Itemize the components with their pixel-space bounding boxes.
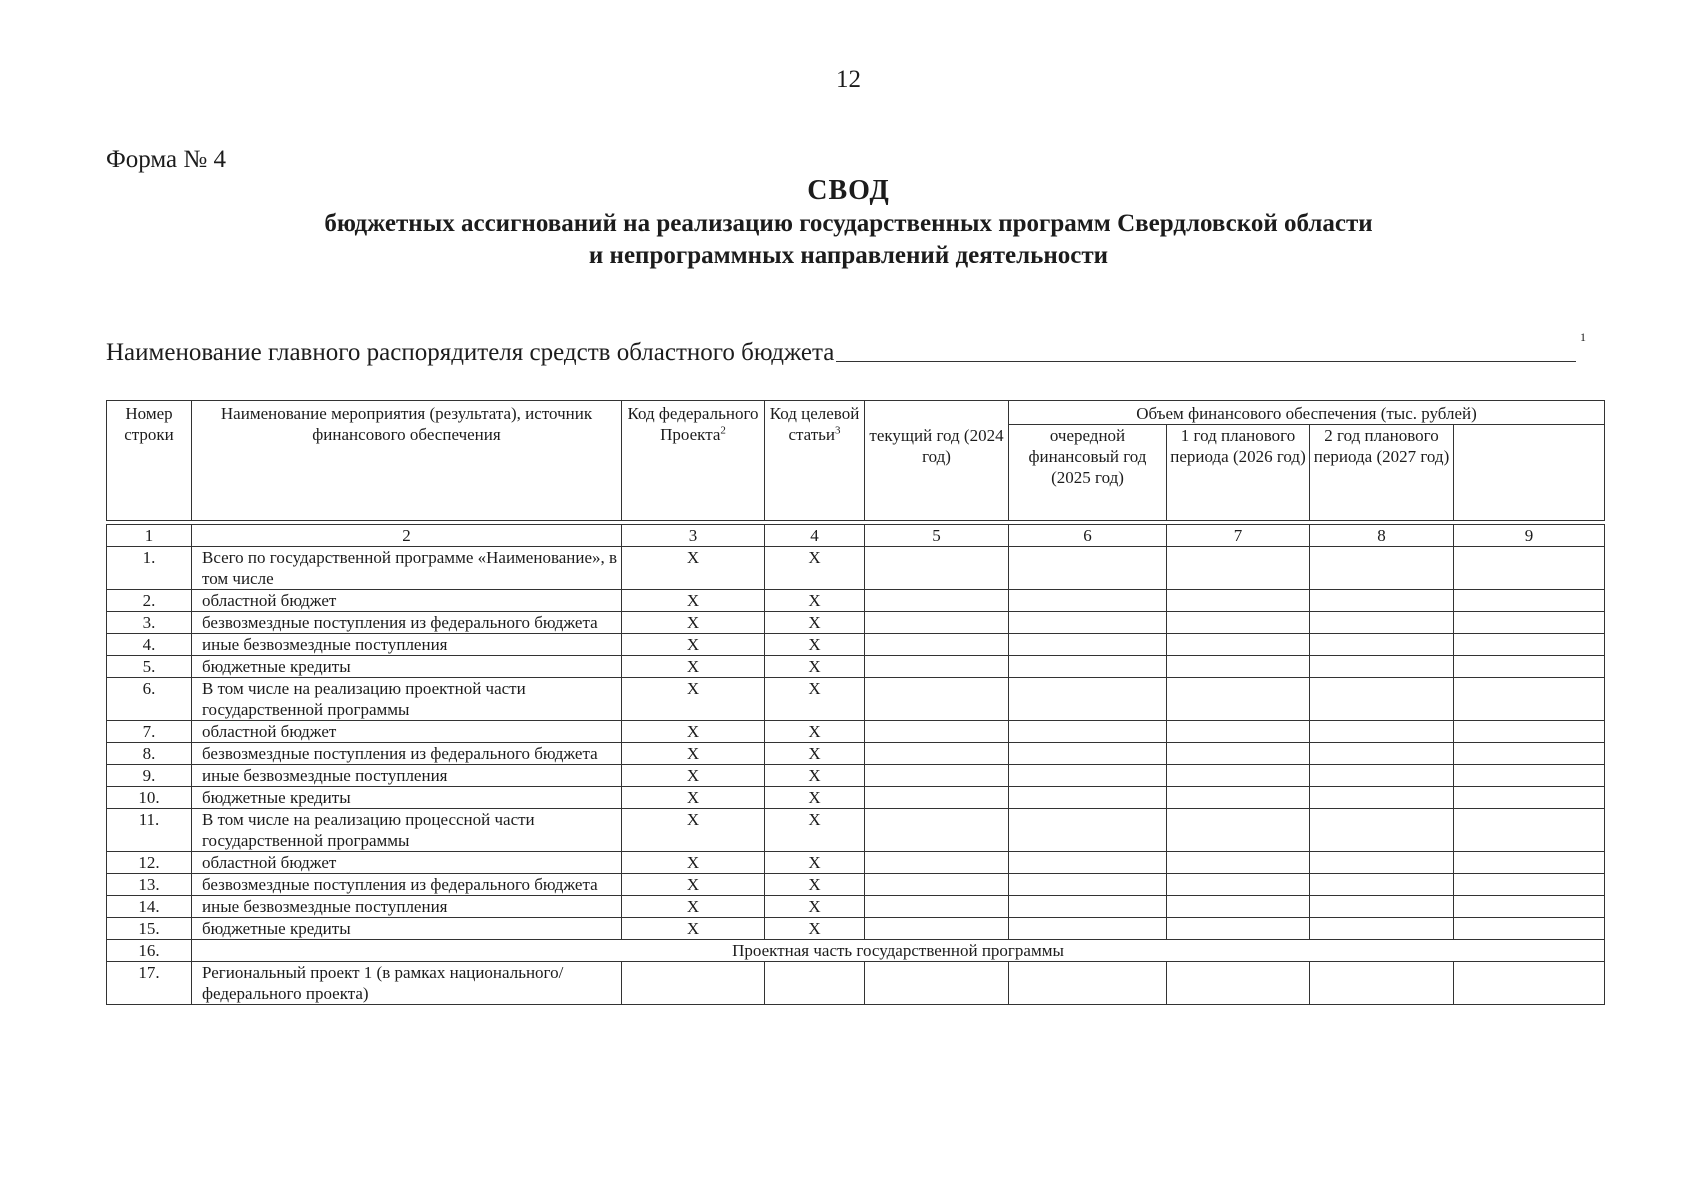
row-name-cell: безвозмездные поступления из федерального бюджета bbox=[192, 612, 622, 634]
value-cell bbox=[865, 721, 1009, 743]
table-row bbox=[107, 765, 1605, 787]
table-row bbox=[107, 809, 1605, 852]
budget-table bbox=[106, 400, 1605, 1005]
value-cell bbox=[1009, 852, 1167, 874]
federal-code-cell: X bbox=[622, 765, 765, 787]
value-cell bbox=[1454, 612, 1605, 634]
row-name-cell: бюджетные кредиты bbox=[192, 787, 622, 809]
target-code-cell: X bbox=[765, 678, 865, 721]
table-row bbox=[107, 787, 1605, 809]
row-name-cell: иные безвозмездные поступления bbox=[192, 896, 622, 918]
value-cell bbox=[1454, 787, 1605, 809]
column-number: 3 bbox=[622, 525, 765, 547]
table-row bbox=[107, 721, 1605, 743]
value-cell bbox=[1310, 918, 1454, 940]
federal-code-cell: X bbox=[622, 656, 765, 678]
header-plan-year-1: 1 год планового периода (2026 год) bbox=[1167, 425, 1310, 521]
table-row bbox=[107, 918, 1605, 940]
value-cell bbox=[1009, 809, 1167, 852]
target-code-cell: X bbox=[765, 918, 865, 940]
value-cell bbox=[1310, 787, 1454, 809]
federal-code-cell: X bbox=[622, 852, 765, 874]
value-cell bbox=[1454, 874, 1605, 896]
value-cell bbox=[1009, 612, 1167, 634]
value-cell bbox=[1454, 678, 1605, 721]
row-name-cell: безвозмездные поступления из федерального бюджета bbox=[192, 874, 622, 896]
target-code-cell: X bbox=[765, 787, 865, 809]
value-cell bbox=[865, 918, 1009, 940]
table-row bbox=[107, 547, 1605, 590]
column-number: 2 bbox=[192, 525, 622, 547]
value-cell bbox=[1009, 656, 1167, 678]
value-cell bbox=[1454, 547, 1605, 590]
row-number-cell: 8. bbox=[107, 743, 192, 765]
value-cell bbox=[1167, 678, 1310, 721]
table-row bbox=[107, 656, 1605, 678]
value-cell bbox=[1009, 874, 1167, 896]
row-number-cell: 2. bbox=[107, 590, 192, 612]
value-cell bbox=[1167, 721, 1310, 743]
value-cell bbox=[865, 678, 1009, 721]
form-label: Форма № 4 bbox=[106, 146, 226, 173]
federal-code-cell: X bbox=[622, 918, 765, 940]
row-number-cell: 15. bbox=[107, 918, 192, 940]
row-name-cell: областной бюджет bbox=[192, 721, 622, 743]
value-cell bbox=[1009, 590, 1167, 612]
row-number-cell: 13. bbox=[107, 874, 192, 896]
row-number-cell: 5. bbox=[107, 656, 192, 678]
table-header bbox=[107, 401, 1605, 521]
value-cell bbox=[1167, 874, 1310, 896]
column-number: 4 bbox=[765, 525, 865, 547]
target-code-cell: X bbox=[765, 896, 865, 918]
value-cell bbox=[1310, 634, 1454, 656]
value-cell bbox=[1454, 918, 1605, 940]
value-cell bbox=[1454, 809, 1605, 852]
row-number-cell: 4. bbox=[107, 634, 192, 656]
target-code-cell: X bbox=[765, 547, 865, 590]
header-row-number: Номер строки bbox=[107, 401, 192, 521]
value-cell bbox=[1310, 809, 1454, 852]
federal-code-cell: X bbox=[622, 590, 765, 612]
row-name-cell: безвозмездные поступления из федерального бюджета bbox=[192, 743, 622, 765]
value-cell bbox=[1167, 547, 1310, 590]
target-code-cell bbox=[765, 962, 865, 1005]
federal-code-cell: X bbox=[622, 721, 765, 743]
value-cell bbox=[1167, 612, 1310, 634]
column-number: 1 bbox=[107, 525, 192, 547]
column-number: 7 bbox=[1167, 525, 1310, 547]
header-federal-code: Код федерального Проекта$^2$ bbox=[622, 401, 765, 521]
value-cell bbox=[1310, 765, 1454, 787]
value-cell bbox=[1009, 743, 1167, 765]
value-cell bbox=[865, 809, 1009, 852]
row-number-cell: 14. bbox=[107, 896, 192, 918]
target-code-cell: X bbox=[765, 765, 865, 787]
header-volume: Объем финансового обеспечения (тыс. рублей) bbox=[1009, 401, 1605, 425]
value-cell bbox=[1009, 547, 1167, 590]
value-cell bbox=[1454, 896, 1605, 918]
row-number-cell: 3. bbox=[107, 612, 192, 634]
target-code-cell: X bbox=[765, 634, 865, 656]
row-name-cell: В том числе на реализацию процессной части государственной программы bbox=[192, 809, 622, 852]
value-cell bbox=[1009, 918, 1167, 940]
row-name-cell: Региональный проект 1 (в рамках национального/федерального проекта) bbox=[192, 962, 622, 1005]
value-cell bbox=[1009, 721, 1167, 743]
value-cell bbox=[865, 547, 1009, 590]
section-row bbox=[107, 940, 1605, 962]
row-number-cell: 9. bbox=[107, 765, 192, 787]
row-name-cell: областной бюджет bbox=[192, 590, 622, 612]
federal-code-cell: X bbox=[622, 787, 765, 809]
federal-code-cell: X bbox=[622, 612, 765, 634]
column-number: 9 bbox=[1454, 525, 1605, 547]
value-cell bbox=[1167, 634, 1310, 656]
value-cell bbox=[1310, 612, 1454, 634]
table-row bbox=[107, 612, 1605, 634]
value-cell bbox=[1009, 634, 1167, 656]
value-cell bbox=[1167, 962, 1310, 1005]
value-cell bbox=[865, 787, 1009, 809]
row-name-cell: бюджетные кредиты bbox=[192, 918, 622, 940]
row-number-cell: 12. bbox=[107, 852, 192, 874]
header-plan-year-2: 2 год планового периода (2027 год) bbox=[1310, 425, 1454, 521]
target-code-cell: X bbox=[765, 612, 865, 634]
table-row bbox=[107, 874, 1605, 896]
federal-code-cell: X bbox=[622, 743, 765, 765]
distributor-footnote: 1 bbox=[1580, 330, 1586, 344]
value-cell bbox=[865, 962, 1009, 1005]
value-cell bbox=[1009, 896, 1167, 918]
title-line-2: и непрограммных направлений деятельности bbox=[588, 242, 1109, 269]
table-row bbox=[107, 678, 1605, 721]
target-code-cell: X bbox=[765, 809, 865, 852]
value-cell bbox=[1009, 962, 1167, 1005]
column-numbers-row bbox=[107, 525, 1605, 547]
distributor-label: Наименование главного распорядителя средств областного бюджета bbox=[106, 339, 835, 366]
column-number: 6 bbox=[1009, 525, 1167, 547]
value-cell bbox=[1310, 678, 1454, 721]
section-label-cell: Проектная часть государственной программы bbox=[192, 940, 1605, 962]
value-cell bbox=[865, 896, 1009, 918]
value-cell bbox=[1009, 765, 1167, 787]
value-cell bbox=[1454, 765, 1605, 787]
value-cell bbox=[865, 634, 1009, 656]
target-code-cell: X bbox=[765, 721, 865, 743]
value-cell bbox=[865, 874, 1009, 896]
value-cell bbox=[1310, 721, 1454, 743]
value-cell bbox=[1454, 743, 1605, 765]
header-current-year: текущий год (2024 год) bbox=[865, 425, 1009, 521]
value-cell bbox=[865, 765, 1009, 787]
row-number-cell: 6. bbox=[107, 678, 192, 721]
federal-code-cell: X bbox=[622, 896, 765, 918]
value-cell bbox=[1454, 590, 1605, 612]
value-cell bbox=[1310, 896, 1454, 918]
table-row bbox=[107, 962, 1605, 1005]
value-cell bbox=[1167, 787, 1310, 809]
target-code-cell: X bbox=[765, 743, 865, 765]
federal-code-cell: X bbox=[622, 547, 765, 590]
federal-code-cell: X bbox=[622, 874, 765, 896]
value-cell bbox=[1009, 787, 1167, 809]
target-code-cell: X bbox=[765, 852, 865, 874]
row-number-cell: 11. bbox=[107, 809, 192, 852]
document-title bbox=[0, 174, 1697, 272]
federal-code-cell bbox=[622, 962, 765, 1005]
value-cell bbox=[1310, 590, 1454, 612]
distributor-field bbox=[106, 330, 1586, 367]
value-cell bbox=[865, 852, 1009, 874]
row-name-cell: бюджетные кредиты bbox=[192, 656, 622, 678]
value-cell bbox=[865, 612, 1009, 634]
value-cell bbox=[1454, 852, 1605, 874]
value-cell bbox=[1167, 918, 1310, 940]
row-number-cell: 16. bbox=[107, 940, 192, 962]
header-event-name: Наименование мероприятия (результата), источник финансового обеспечения bbox=[192, 401, 622, 521]
table-row bbox=[107, 590, 1605, 612]
table-body bbox=[107, 521, 1605, 1005]
value-cell bbox=[1454, 962, 1605, 1005]
value-cell bbox=[1310, 656, 1454, 678]
row-name-cell: Всего по государственной программе «Наименование», в том числе bbox=[192, 547, 622, 590]
row-name-cell: областной бюджет bbox=[192, 852, 622, 874]
column-number: 8 bbox=[1310, 525, 1454, 547]
target-code-cell: X bbox=[765, 874, 865, 896]
header-target-code: Код целевой статьи$^3$ bbox=[765, 401, 865, 521]
distributor-blank-line bbox=[836, 361, 1576, 362]
value-cell bbox=[1310, 743, 1454, 765]
value-cell bbox=[1167, 896, 1310, 918]
title-line-1: бюджетных ассигнований на реализацию государственных программ Свердловской области bbox=[324, 210, 1373, 237]
row-name-cell: В том числе на реализацию проектной части государственной программы bbox=[192, 678, 622, 721]
table-row bbox=[107, 852, 1605, 874]
value-cell bbox=[1310, 547, 1454, 590]
column-number: 5 bbox=[865, 525, 1009, 547]
title-main: СВОД bbox=[807, 175, 890, 206]
table-row bbox=[107, 896, 1605, 918]
target-code-cell: X bbox=[765, 590, 865, 612]
value-cell bbox=[1167, 590, 1310, 612]
value-cell bbox=[1009, 678, 1167, 721]
value-cell bbox=[1310, 962, 1454, 1005]
value-cell bbox=[865, 743, 1009, 765]
federal-code-cell: X bbox=[622, 634, 765, 656]
value-cell bbox=[1454, 634, 1605, 656]
value-cell bbox=[865, 590, 1009, 612]
row-name-cell: иные безвозмездные поступления bbox=[192, 765, 622, 787]
value-cell bbox=[1167, 743, 1310, 765]
value-cell bbox=[1167, 809, 1310, 852]
value-cell bbox=[1167, 852, 1310, 874]
value-cell bbox=[1454, 656, 1605, 678]
row-number-cell: 7. bbox=[107, 721, 192, 743]
value-cell bbox=[1454, 721, 1605, 743]
page-number: 12 bbox=[836, 66, 861, 93]
target-code-cell: X bbox=[765, 656, 865, 678]
value-cell bbox=[1167, 765, 1310, 787]
table-row bbox=[107, 743, 1605, 765]
row-number-cell: 10. bbox=[107, 787, 192, 809]
federal-code-cell: X bbox=[622, 678, 765, 721]
value-cell bbox=[1167, 656, 1310, 678]
table-row bbox=[107, 634, 1605, 656]
value-cell bbox=[1310, 852, 1454, 874]
value-cell bbox=[1310, 874, 1454, 896]
header-next-year: очередной финансовый год (2025 год) bbox=[1009, 425, 1167, 521]
row-number-cell: 17. bbox=[107, 962, 192, 1005]
value-cell bbox=[865, 656, 1009, 678]
federal-code-cell: X bbox=[622, 809, 765, 852]
row-name-cell: иные безвозмездные поступления bbox=[192, 634, 622, 656]
row-number-cell: 1. bbox=[107, 547, 192, 590]
